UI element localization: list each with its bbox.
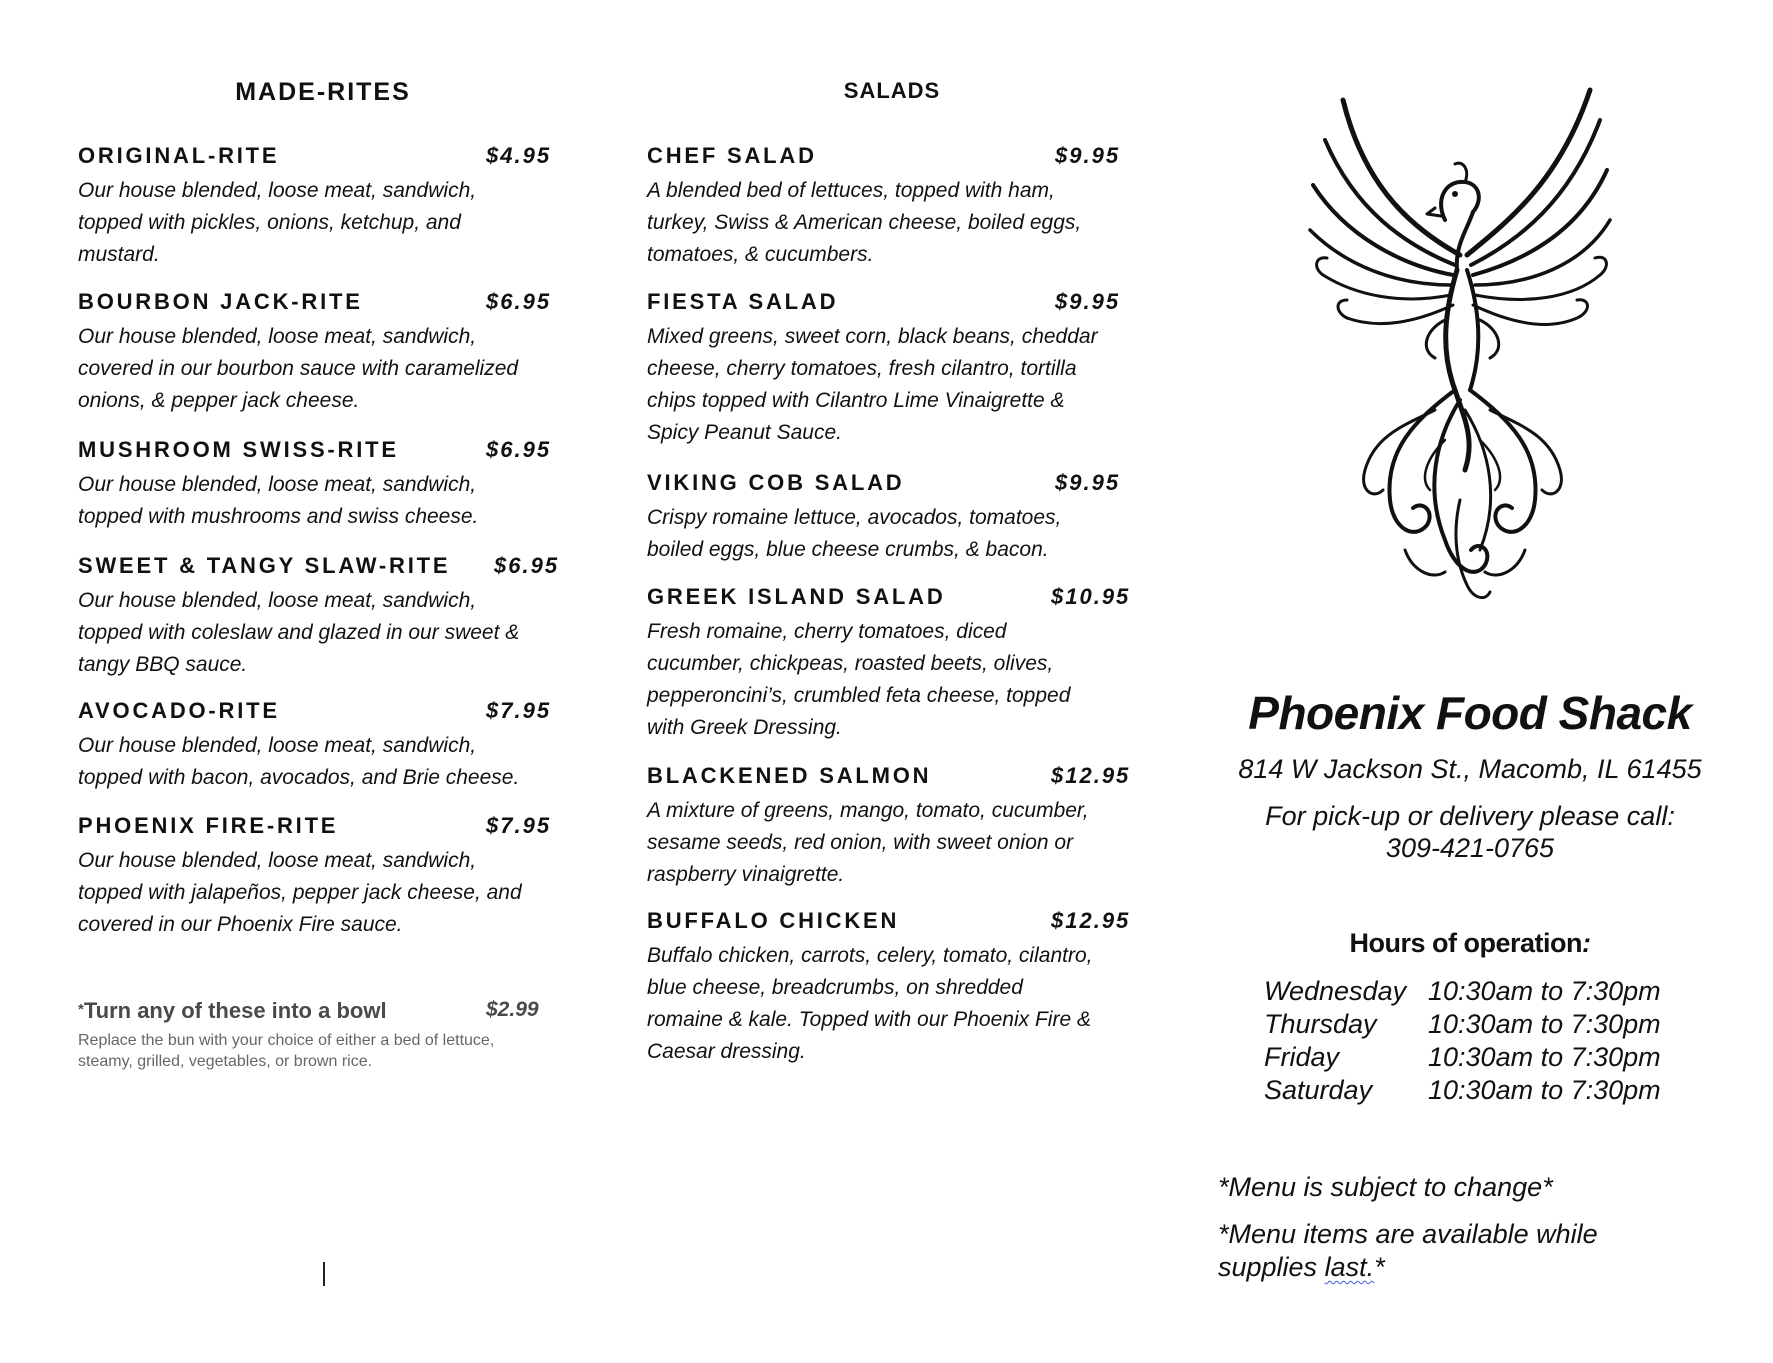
menu-item (647, 763, 1147, 891)
item-name: AVOCADO-RITE (78, 698, 280, 723)
item-name: MUSHROOM SWISS-RITE (78, 437, 399, 462)
bowl-asterisk: * (78, 1001, 84, 1018)
hours-day: Wednesday (1264, 976, 1407, 1006)
supplies-note (1218, 1218, 1638, 1284)
item-name: CHEF SALAD (647, 143, 817, 168)
hours-time: 10:30am to 7:30pm (1428, 1042, 1661, 1072)
item-name: FIESTA SALAD (647, 289, 839, 314)
hours-row (1264, 1009, 1684, 1042)
item-price: $6.95 (486, 437, 552, 462)
item-price: $9.95 (1055, 143, 1121, 168)
bowl-price: $2.99 (486, 998, 539, 1021)
menu-item (647, 143, 1147, 271)
item-description: Our house blended, loose meat, sandwich, topped with coleslaw and glazed in our sweet & tangy BBQ sauce. (78, 589, 520, 676)
item-name: SWEET & TANGY SLAW-RITE (78, 553, 451, 578)
item-price: $12.95 (1051, 763, 1131, 788)
hours-time: 10:30am to 7:30pm (1428, 1075, 1661, 1105)
menu-change-note: *Menu is subject to change* (1218, 1172, 1553, 1202)
hours-row (1264, 1042, 1684, 1075)
hours-time: 10:30am to 7:30pm (1428, 1009, 1661, 1039)
menu-item (78, 143, 578, 271)
item-price: $6.95 (486, 289, 552, 314)
made-rites-heading: MADE-RITES (235, 78, 411, 106)
item-description: A mixture of greens, mango, tomato, cucumber, sesame seeds, red onion, with sweet onion or raspberry vinaigrette. (647, 799, 1089, 886)
phone-number: 309-421-0765 (1385, 833, 1555, 863)
item-price: $7.95 (486, 698, 552, 723)
item-price: $6.95 (494, 553, 560, 578)
bowl-title-text: Turn any of these into a bowl (83, 998, 387, 1023)
item-price: $10.95 (1051, 584, 1131, 609)
item-description: Our house blended, loose meat, sandwich, topped with bacon, avocados, and Brie cheese. (78, 734, 520, 789)
bowl-option (78, 998, 598, 1072)
item-name: BOURBON JACK-RITE (78, 289, 363, 314)
item-name: VIKING COB SALAD (647, 470, 905, 495)
phoenix-bird-icon (1295, 80, 1625, 610)
shop-name: Phoenix Food Shack (1248, 687, 1692, 739)
supplies-note-text: *Menu items are available while supplies (1218, 1219, 1598, 1282)
menu-item (78, 813, 578, 941)
item-price: $9.95 (1055, 289, 1121, 314)
salads-heading: SALADS (843, 78, 941, 103)
hours-day: Saturday (1264, 1075, 1373, 1105)
item-price: $9.95 (1055, 470, 1121, 495)
menu-item (647, 584, 1147, 744)
hours-table (1264, 976, 1684, 1108)
hours-row (1264, 1075, 1684, 1108)
spellcheck-word: last. (1324, 1252, 1375, 1282)
menu-item (647, 470, 1147, 566)
hours-day: Friday (1264, 1042, 1340, 1072)
menu-item (78, 437, 578, 533)
item-price: $4.95 (486, 143, 552, 168)
item-name: BUFFALO CHICKEN (647, 908, 900, 933)
shop-address: 814 W Jackson St., Macomb, IL 61455 (1238, 754, 1702, 784)
hours-heading-text: Hours of operation (1349, 928, 1582, 958)
hours-time: 10:30am to 7:30pm (1428, 976, 1661, 1006)
call-label: For pick-up or delivery please call: (1265, 801, 1675, 831)
supplies-note-end: * (1374, 1252, 1385, 1282)
text-cursor (323, 1262, 325, 1286)
bowl-title (78, 998, 387, 1024)
hours-heading-colon: : (1582, 928, 1591, 958)
menu-item (78, 289, 578, 417)
item-price: $7.95 (486, 813, 552, 838)
item-name: PHOENIX FIRE-RITE (78, 813, 339, 838)
item-name: GREEK ISLAND SALAD (647, 584, 946, 609)
item-description: Our house blended, loose meat, sandwich, topped with pickles, onions, ketchup, and mustard. (78, 179, 477, 266)
item-name: BLACKENED SALMON (647, 763, 932, 788)
menu-item (78, 698, 578, 794)
item-description: Our house blended, loose meat, sandwich, topped with mushrooms and swiss cheese. (78, 473, 479, 528)
call-info (1210, 800, 1730, 864)
item-description: Mixed greens, sweet corn, black beans, cheddar cheese, cherry tomatoes, fresh cilantro, tortilla chips topped with Cilantro Lime Vinaigrette & Spicy Peanut Sauce. (647, 325, 1098, 444)
bowl-description: Replace the bun with your choice of either a bed of lettuce, steamy, grilled, vegetables, or brown rice. (78, 1032, 495, 1070)
menu-item (647, 908, 1147, 1068)
item-description: Buffalo chicken, carrots, celery, tomato, cilantro, blue cheese, breadcrumbs, on shredded romaine & kale. Topped with our Phoenix Fire & Caesar dressing. (647, 944, 1093, 1063)
menu-item (78, 553, 578, 681)
item-description: Crispy romaine lettuce, avocados, tomatoes, boiled eggs, blue cheese crumbs, & bacon. (647, 506, 1062, 561)
hours-day: Thursday (1264, 1009, 1377, 1039)
item-price: $12.95 (1051, 908, 1131, 933)
item-description: Our house blended, loose meat, sandwich, covered in our bourbon sauce with caramelized onions, & pepper jack cheese. (78, 325, 519, 412)
item-description: A blended bed of lettuces, topped with ham, turkey, Swiss & American cheese, boiled eggs, tomatoes, & cucumbers. (647, 179, 1082, 266)
menu-item (647, 289, 1147, 449)
hours-heading (1210, 928, 1730, 959)
hours-row (1264, 976, 1684, 1009)
item-description: Our house blended, loose meat, sandwich, topped with jalapeños, pepper jack cheese, and covered in our Phoenix Fire sauce. (78, 849, 522, 936)
item-description: Fresh romaine, cherry tomatoes, diced cucumber, chickpeas, roasted beets, olives, pepperoncini’s, crumbled feta cheese, topped with Greek Dressing. (647, 620, 1071, 739)
item-name: ORIGINAL-RITE (78, 143, 280, 168)
